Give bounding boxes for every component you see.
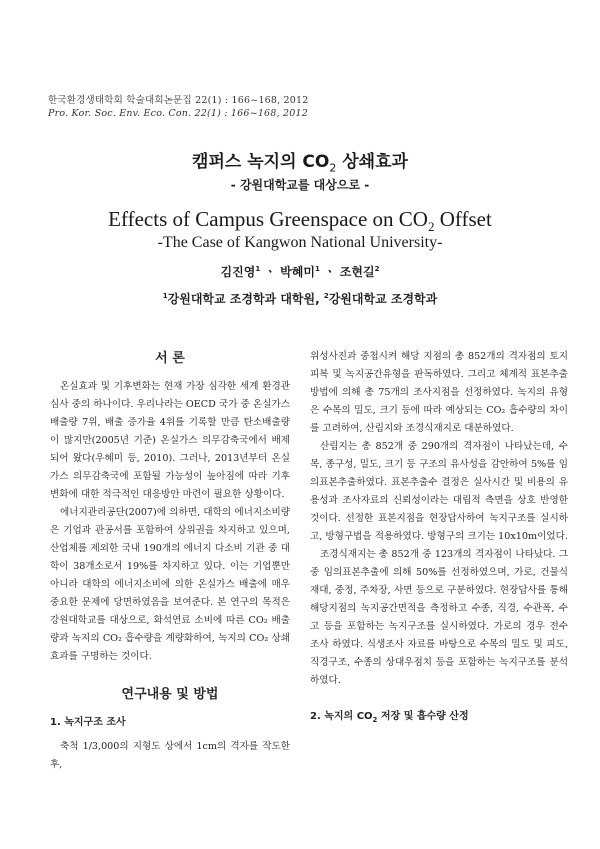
author-name: 박혜미: [280, 265, 315, 279]
introduction-paragraph: 에너지관리공단(2007)에 의하면, 대학의 에너지소비량은 기업과 관공서를 포함하여 상위권을 차지하고 있으며, 산업체를 제외한 국내 190개의 에너지 다소비 기관 중 대학이 38개소로서 19%를 차지하고 있다. 이는 기업뿐만 아니라 대학의 에너지소비에 의한 온실가스 배출에 매우 중요한 문제에 당면하였음을 보여준다. 본 연구의 목적은 강원대학교를 대상으로, 화석연료 소비에 따른 CO₂ 배출량과 녹지의 CO₂ 흡수량을 계량화하여, 녹지의 CO₂ 상쇄효과를 구명하는 것이다.: [50, 507, 290, 662]
citation-english: Pro. Kor. Soc. Env. Eco. Con. 22(1) : 166~168, 2012: [48, 108, 308, 119]
methods-paragraph: 축척 1/3,000의 지형도 상에서 1cm의 격자를 작도한 후,: [50, 741, 290, 770]
affiliation-text: 강원대학교 조경학과: [328, 292, 438, 306]
subsection-heading-text-end: 저장 및 흡수량 산정: [377, 711, 469, 722]
affiliation-mark: 1: [162, 292, 168, 300]
author-mark: 2: [374, 265, 380, 273]
methods-heading: 연구내용 및 방법: [121, 687, 219, 702]
author-name: 조현길: [339, 265, 375, 279]
subtitle-english: -The Case of Kangwon National University-: [157, 234, 443, 251]
author-name: 김진영: [220, 265, 256, 279]
author-mark: 1: [255, 265, 261, 273]
title-english-text-end: Offset: [434, 207, 492, 231]
subtitle-korean: - 강원대학교를 대상으로 -: [230, 178, 370, 192]
affiliation-text: 강원대학교 조경학과 대학원,: [167, 292, 324, 306]
author-separator: ㆍ: [264, 265, 276, 279]
right-column: [310, 348, 568, 729]
methods-paragraph: 조경식재지는 총 852개 중 123개의 격자점이 나타났다. 그 중 임의표본추출에 의해 50%를 선정하였으며, 가로, 건물식재대, 중정, 주차장, 사면 등으로 구분하였다. 현장답사를 통해 해당지점의 녹지공간면적을 측정하고 수종, 직경, 수관폭, 수고 등을 포함하는 녹지구조를 실시하였다. 가로의 경우 전수 조사 하였다. 식생조사 자료를 바탕으로 수목의 밀도 및 피도, 직경구조, 수종의 상대우점치 등을 포함하는 녹지구조를 분석하였다.: [310, 549, 568, 686]
left-column: [50, 350, 290, 774]
title-korean-subscript: 2: [329, 161, 337, 175]
introduction-paragraph: 온실효과 및 기후변화는 현재 가장 심각한 세계 환경관심사 중의 하나이다. 우리나라는 OECD 국가 중 온실가스 배출량 7위, 배출 증가율 4위를 기록할 만큼 탄소배출량이 많지만(2005년 기준) 온실가스 의무감축국에서 배제되어 왔다(우혜미 등, 2010). 그러나, 2013년부터 온실가스 의무감축국에 포함될 가능성이 높아짐에 따라 기후변화에 대한 적극적인 대응방안 마련이 필요한 상황이다.: [50, 381, 290, 500]
title-korean-text-end: 상쇄효과: [336, 152, 408, 172]
title-english-subscript: 2: [427, 219, 435, 235]
title-korean: [0, 147, 600, 174]
title-korean-text: 캠퍼스 녹지의 CO: [192, 152, 330, 172]
methods-paragraph: 위성사진과 중첩시켜 해당 지점의 총 852개의 격자점의 토지피복 및 녹지공간유형을 판독하였다. 그리고 체계적 표본추출방법에 의해 총 75개의 조사지점을 선정하였다. 녹지의 유형은 수목의 밀도, 크기 등에 따라 예상되는 CO₂ 흡수량의 차이를 고려하여, 산림지와 조경식재지로 대분하였다.: [310, 351, 568, 434]
author-mark: 1: [314, 265, 320, 273]
author-separator: ㆍ: [324, 265, 336, 279]
subsection-heading-subscript: 2: [372, 716, 378, 724]
introduction-heading: 서 론: [155, 351, 185, 366]
subsection-heading-text: 2. 녹지의 CO: [310, 711, 373, 722]
author-list: [0, 263, 600, 280]
affiliation: [0, 290, 600, 307]
citation-korean: 한국환경생태학회 학술대회논문집 22(1) : 166~168, 2012: [48, 95, 309, 106]
subsection-heading: [310, 708, 568, 729]
title-english-text: Effects of Campus Greenspace on CO: [108, 207, 428, 231]
affiliation-mark: 2: [323, 292, 329, 300]
title-english: [0, 207, 600, 235]
subsection-heading: 1. 녹지구조 조사: [50, 717, 126, 728]
methods-paragraph: 산림지는 총 852개 중 290개의 격자점이 나타났는데, 수목, 종구성, 밀도, 크기 등 구조의 유사성을 감안하여 5%를 임의표본추출하였다. 표본추출수 결정은 실사시간 및 비용의 유용성과 조사자료의 신뢰성이라는 대립적 측면을 상호 반영한 것이다. 선정한 표본지점을 현장답사하여 녹지구조를 실시하고, 방형구법을 적용하였다. 방형구의 크기는 10x10m이었다.: [310, 441, 568, 542]
